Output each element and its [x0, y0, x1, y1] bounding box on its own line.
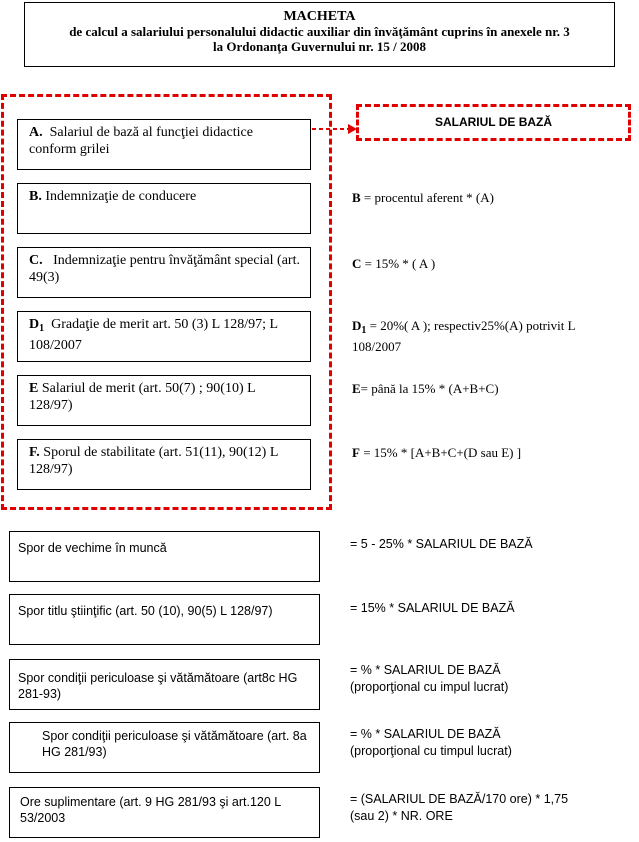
- component-a-text: Salariul de bază al funcţiei didactice conform grilei: [29, 125, 253, 157]
- component-d1-formula: $D_1 = 20\%$( A ); respectiv25%(A) potrivit L 108/2007: [352, 318, 576, 354]
- document-title: MACHETA: [283, 9, 356, 24]
- component-b-formula: B = procentul aferent * (A): [352, 190, 494, 205]
- component-f-box: [17, 439, 311, 490]
- component-e-formula: E= până la 15% * (A+B+C): [352, 381, 499, 396]
- component-e-box: [17, 375, 311, 426]
- component-a-letter: A.: [29, 125, 43, 140]
- component-c-box: [17, 247, 311, 298]
- spor-conditii-8c-formula: = % * SALARIUL DE BAZĂ (proporţional cu impul lucrat): [350, 663, 509, 694]
- component-b-letter: B.: [29, 189, 42, 204]
- component-e-letter: E: [29, 381, 39, 396]
- spor-vechime-formula: = 5 - 25% * SALARIUL DE BAZĂ: [350, 537, 533, 551]
- component-a-box: [17, 119, 311, 170]
- component-d1-letter: D: [29, 317, 40, 332]
- spor-conditii-8c-box: Spor condiţii periculoase şi vătămătoare (art8c HG 281-93): [9, 659, 320, 710]
- component-f-formula: F = 15% * [A+B+C+(D sau E) ]: [352, 445, 522, 460]
- component-c-letter: C.: [29, 253, 43, 268]
- component-f-letter: F.: [29, 445, 40, 460]
- spor-conditii-8a-box: Spor condiţii periculoase şi vătămătoare (art. 8a HG 281/93): [9, 722, 320, 773]
- component-c-text: Indemnizaţie pentru învăţământ special (art. 49(3): [29, 253, 300, 285]
- document-subtitle-line2: la Ordonanţa Guvernului nr. 15 / 2008: [213, 39, 426, 54]
- spor-vechime-box: Spor de vechime în muncă: [9, 531, 320, 582]
- component-d1-text: Gradaţie de merit art. 50 (3) L 128/97; L 108/2007: [29, 317, 278, 353]
- component-b-box: [17, 183, 311, 234]
- component-b-text: Indemnizaţie de conducere: [45, 189, 197, 204]
- spor-titlu-stiintific-formula: = 15% * SALARIUL DE BAZĂ: [350, 601, 515, 615]
- ore-suplimentare-box: Ore suplimentare (art. 9 HG 281/93 şi art.120 L 53/2003: [9, 787, 320, 838]
- base-salary-label: SALARIUL DE BAZĂ: [434, 115, 553, 129]
- component-e-text: Salariul de merit (art. 50(7) ; 90(10) L 128/97): [29, 381, 256, 413]
- arrow-icon: [310, 122, 360, 136]
- document-subtitle-line1: de calcul a salariului personalului didactic auxiliar din învăţământ cuprins în anexele nr. 3: [69, 24, 570, 39]
- component-f-text: Sporul de stabilitate (art. 51(11), 90(12) L 128/97): [29, 445, 278, 477]
- component-c-formula: C = 15% * ( A ): [352, 256, 436, 271]
- ore-suplimentare-formula: = (SALARIUL DE BAZĂ/170 ore) * 1,75 (sau 2) * NR. ORE: [350, 792, 569, 823]
- base-salary-box: [356, 104, 631, 141]
- component-d1-box: $D_1$ Gradaţie de merit art. 50 (3) L 128/97; L 108/2007: [17, 311, 311, 362]
- document-title-box: [24, 2, 615, 67]
- spor-titlu-stiintific-box: Spor titlu ştiinţific (art. 50 (10), 90(5) L 128/97): [9, 594, 320, 645]
- spor-conditii-8a-formula: = % * SALARIUL DE BAZĂ (proporţional cu timpul lucrat): [350, 727, 512, 758]
